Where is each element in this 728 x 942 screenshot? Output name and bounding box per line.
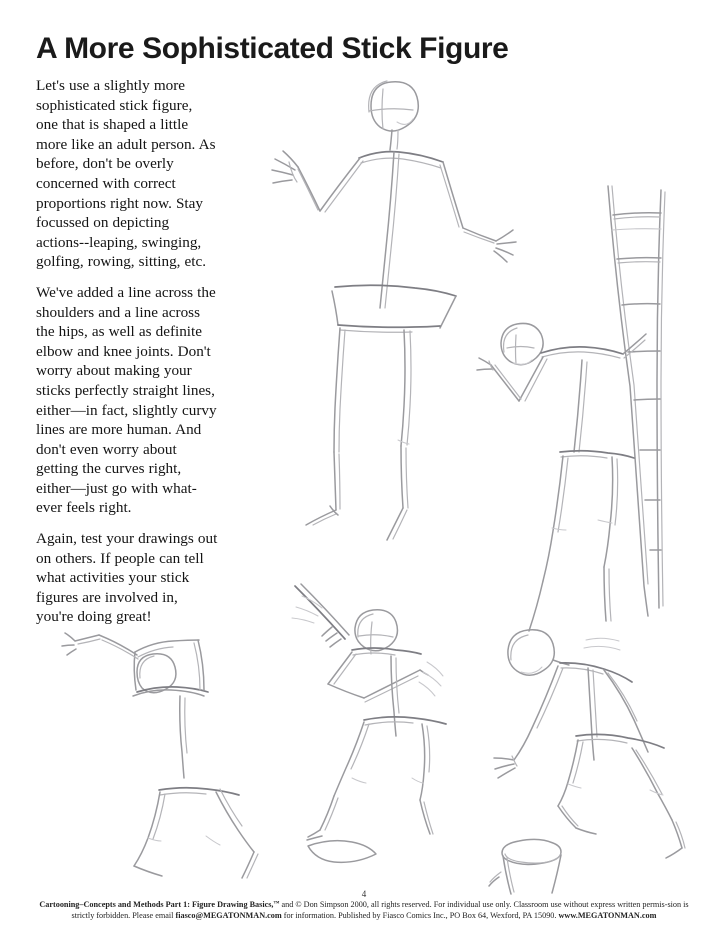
footer-website-link[interactable]: www.MEGATONMAN.com [558, 911, 657, 921]
footer-rights-text: and © Don Simpson 2000, all rights reserved. For individual use only. Classroom use without express written permis- [279, 900, 668, 909]
footer-permission-text: sion is strictly forbidden. Please email [71, 900, 689, 921]
figure-leaping [62, 633, 258, 878]
body-paragraph-2: We've added a line across the shoulders and a line across the hips, as well as definite elbow and knee joints. Don't worry about making your sticks perfectly straight lines, either—in fact, slightly curvy lines are more human. And don't even worry about getting the curves right, either—just go with what-ever feels right. [36, 283, 217, 517]
figure-bending-bucket [489, 630, 685, 894]
figure-climbing-ladder [477, 323, 646, 631]
figure-standing-waving [272, 81, 516, 540]
body-text-column [36, 76, 218, 638]
page-title: A More Sophisticated Stick Figure [36, 32, 509, 65]
footer-copyright [30, 899, 698, 922]
footer-publisher-text: for information. Published by Fiasco Comics Inc., PO Box 64, Wexford, PA 15090. [281, 911, 559, 921]
figure-swinging-bat [292, 584, 446, 862]
trademark-symbol: ™ [273, 901, 280, 907]
page-number: 4 [361, 889, 367, 899]
footer-title: Cartooning–Concepts and Methods Part 1: Figure Drawing Basics, [39, 900, 274, 909]
body-paragraph-1: Let's use a slightly more sophisticated stick figure, one that is shaped a little more like an adult person. As before, don't be overly concerned with correct proportions right now. Stay focussed on depicting actions--leaping, swinging, golfing, rowing, sitting, etc. [36, 77, 216, 271]
footer-email-link[interactable]: fiasco@MEGATONMAN.com [175, 911, 282, 921]
illustration-ladder [608, 186, 665, 616]
body-paragraph-3: Again, test your drawings out on others. If people can tell what activities your stick figures are involved in, you're doing great! [36, 530, 218, 626]
illustration-bucket [489, 839, 561, 894]
